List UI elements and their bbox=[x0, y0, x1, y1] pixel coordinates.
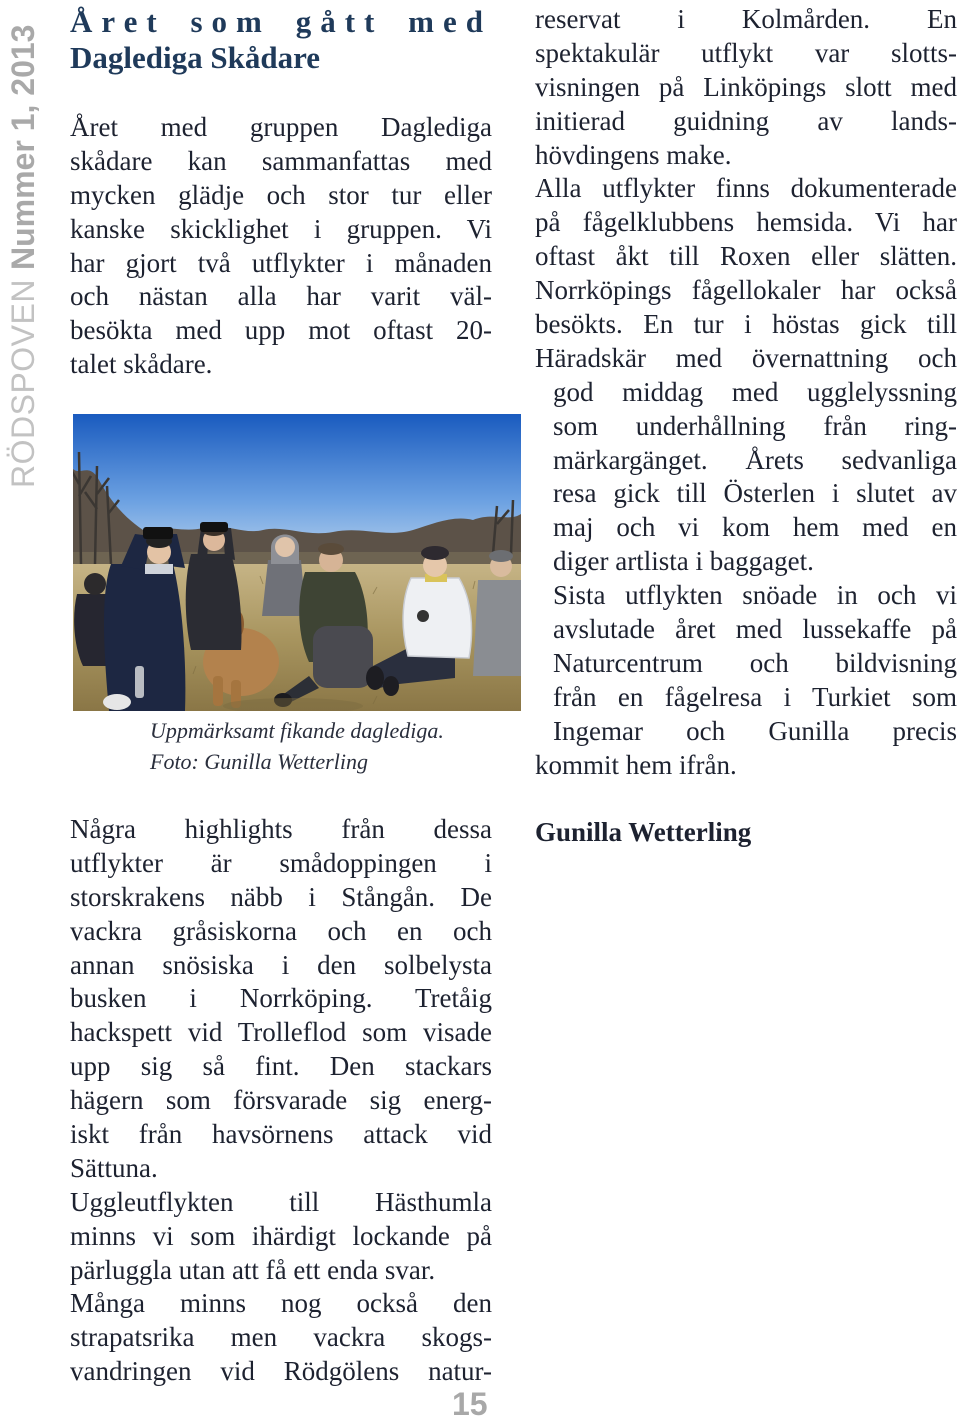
text-line: kommit hem ifrån. bbox=[535, 749, 737, 780]
text-line: Sista utflykten snöade in och vi bbox=[553, 580, 957, 611]
text-line: hövdingens make. bbox=[535, 139, 732, 170]
text-line: skådare kan sammanfattas med bbox=[70, 145, 492, 176]
paragraph-6-start bbox=[535, 579, 957, 748]
text-line: vackra gråsiskorna och en och bbox=[70, 915, 492, 946]
text-line: oftast åkt till Roxen eller slätten. bbox=[535, 241, 957, 272]
text-line: busken i Norrköping. Tretåig bbox=[70, 983, 492, 1014]
text-line: Naturcentrum och bildvisning bbox=[553, 647, 957, 678]
right-column-text bbox=[535, 3, 957, 782]
text-line: Häradskär med övernattning och bbox=[535, 342, 957, 373]
text-line: som underhållning från ring- bbox=[553, 410, 957, 441]
text-line: Ingemar och Gunilla precis bbox=[553, 715, 957, 746]
photo-credit: Foto: Gunilla Wetterling bbox=[150, 749, 368, 774]
text-line: Uggleutflykten till Hästhumla bbox=[70, 1186, 492, 1217]
left-column-text bbox=[70, 813, 492, 1389]
text-line: Norrköpings fågellokaler har också bbox=[535, 275, 957, 306]
text-line: visningen på Linköpings slott med bbox=[535, 71, 957, 102]
photo-backpack bbox=[313, 626, 373, 688]
paragraph-4-start bbox=[70, 1287, 492, 1389]
paragraph-4-end bbox=[535, 3, 957, 172]
text-line: upp sig så fint. Den stackars bbox=[70, 1051, 492, 1082]
paragraph-1 bbox=[70, 111, 492, 382]
paragraph-5-start bbox=[535, 172, 957, 375]
text-line: besökta med upp mot oftast 20- bbox=[70, 315, 492, 346]
text-line: reservat i Kolmården. En bbox=[535, 4, 957, 34]
text-line: Många minns nog också den bbox=[70, 1288, 492, 1319]
text-line: Året med gruppen Daglediga bbox=[70, 112, 492, 142]
page-number: 15 bbox=[452, 1386, 488, 1422]
text-line: märkargänget. Årets sedvanliga bbox=[553, 444, 957, 475]
text-line: mycken glädje och stor tur eller bbox=[70, 179, 492, 210]
paragraph-3 bbox=[70, 1186, 492, 1288]
paragraph-2 bbox=[70, 813, 492, 1186]
photo-caption bbox=[150, 715, 444, 777]
text-line: diger artlista i baggaget. bbox=[553, 546, 814, 577]
paragraph-5-end bbox=[535, 376, 957, 579]
text-line: strapatsrika men vackra skogs- bbox=[70, 1322, 492, 1353]
text-line: maj och vi kom hem med en bbox=[553, 512, 957, 543]
author-byline: Gunilla Wetterling bbox=[535, 817, 752, 847]
text-line: storskrakens näbb i Stångån. De bbox=[70, 881, 492, 912]
text-line: resa gick till Österlen i slutet av bbox=[553, 478, 957, 509]
text-line: hägern som försvarade sig energ- bbox=[70, 1085, 492, 1116]
paragraph-6-end bbox=[535, 749, 957, 783]
text-line: Alla utflykter finns dokumenterade bbox=[535, 173, 957, 204]
text-line: vandringen vid Rödgölens natur- bbox=[70, 1356, 492, 1387]
photo-birdwatchers bbox=[73, 414, 521, 711]
article-photo bbox=[73, 414, 521, 711]
text-line: har gjort två utflykter i månaden bbox=[70, 247, 492, 278]
text-line: Sättuna. bbox=[70, 1152, 158, 1183]
text-line: Några highlights från dessa bbox=[70, 814, 492, 844]
article-title bbox=[70, 4, 492, 76]
text-line: besökts. En tur i höstas gick till bbox=[535, 309, 957, 340]
caption-text: Uppmärksamt fikande daglediga. bbox=[150, 718, 444, 743]
text-line: annan snösiska i den solbelysta bbox=[70, 949, 492, 980]
title-line-2: Daglediga Skådare bbox=[70, 40, 321, 75]
photo-thermos bbox=[135, 666, 144, 698]
text-line: initierad guidning av lands- bbox=[535, 105, 957, 136]
text-line: kanske skicklighet i gruppen. Vi bbox=[70, 213, 492, 244]
text-line: avslutade året med lussekaffe på bbox=[553, 614, 957, 645]
text-line: talet skådare. bbox=[70, 349, 213, 380]
text-line: från en fågelresa i Turkiet som bbox=[553, 681, 957, 712]
text-line: minns vi som ihärdigt lockande på bbox=[70, 1220, 492, 1251]
text-line: spektakulär utflykt var slotts- bbox=[535, 37, 957, 68]
title-line-1: Året som gått med bbox=[70, 4, 492, 39]
text-line: pärluggla utan att få ett enda svar. bbox=[70, 1254, 436, 1285]
text-line: hackspett vid Trolleflod som visade bbox=[70, 1017, 492, 1048]
text-line: utflykter är smådoppingen i bbox=[70, 847, 492, 878]
text-line: och nästan alla har varit väl- bbox=[70, 281, 492, 312]
text-line: iskt från havsörnens attack vid bbox=[70, 1119, 492, 1150]
issue-label: Nummer 1, 2013 bbox=[5, 24, 41, 271]
publication-name: RÖDSPOVEN bbox=[5, 279, 41, 488]
masthead bbox=[5, 18, 41, 488]
text-line: god middag med ugglelyssning bbox=[553, 376, 957, 407]
text-line: på fågelklubbens hemsida. Vi har bbox=[535, 207, 957, 238]
